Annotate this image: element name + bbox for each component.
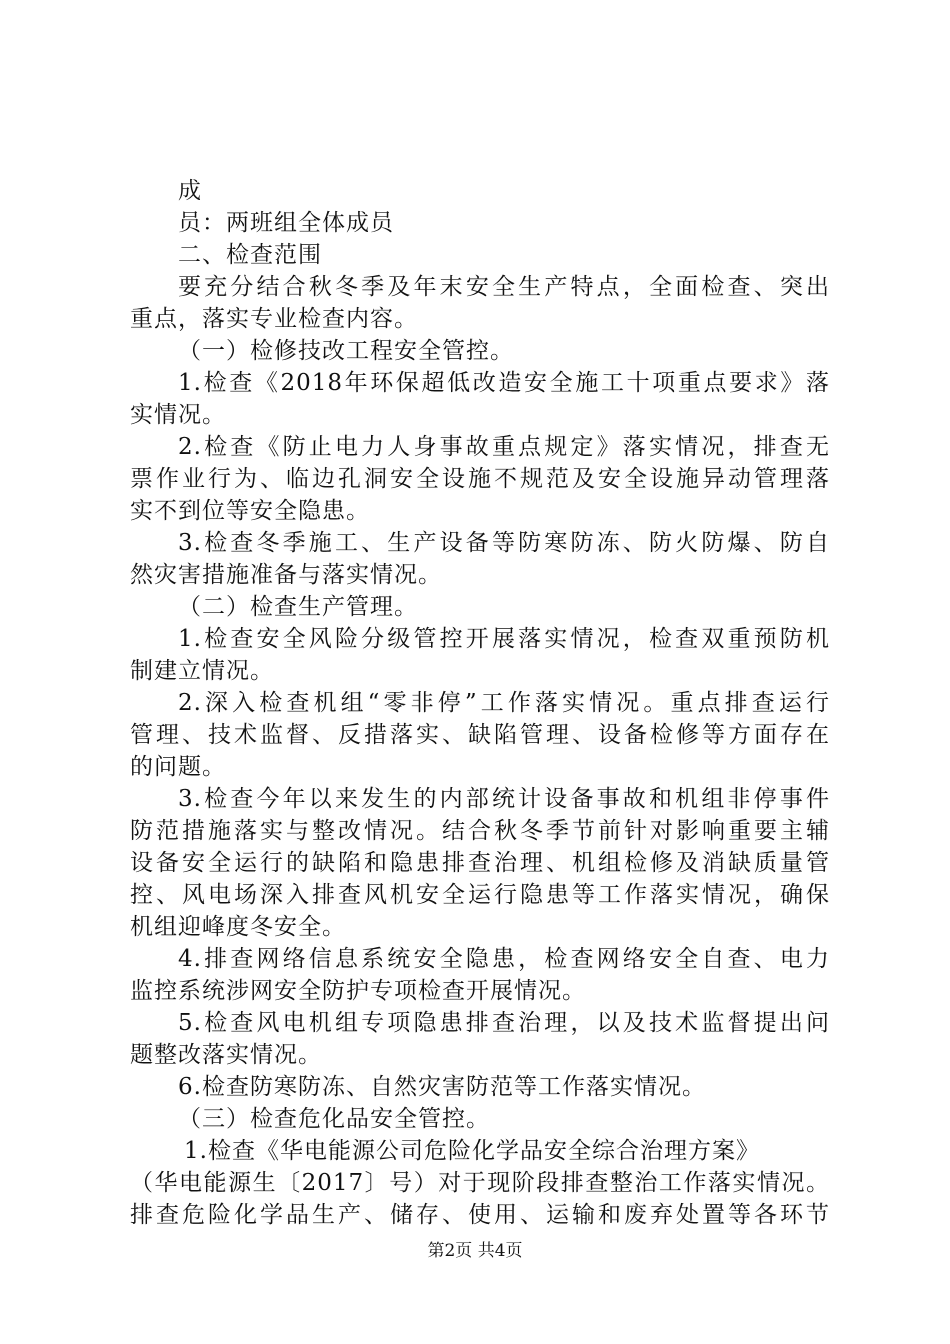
text-line-19: 的问题。 — [130, 754, 226, 780]
text-line-25: 4.排查网络信息系统安全隐患，检查网络安全自查、电力 — [178, 946, 830, 972]
subsection-heading-2: （二）检查生产管理。 — [178, 594, 418, 620]
text-line-20: 3.检查今年以来发生的内部统计设备事故和机组非停事件 — [178, 786, 830, 812]
text-line-8: 实情况。 — [130, 402, 226, 428]
text-line-13: 然灾害措施准备与落实情况。 — [130, 562, 442, 588]
text-line-22: 设备安全运行的缺陷和隐患排查治理、机组检修及消缺质量管 — [130, 850, 830, 876]
text-line-9: 2.检查《防止电力人身事故重点规定》落实情况，排查无 — [178, 434, 830, 460]
text-line-28: 题整改落实情况。 — [130, 1042, 322, 1068]
text-line-17: 2.深入检查机组“零非停”工作落实情况。重点排查运行 — [178, 690, 830, 716]
text-line-31: 1.检查《华电能源公司危险化学品安全综合治理方案》 — [184, 1138, 760, 1164]
text-line-18: 管理、技术监督、反措落实、缺陷管理、设备检修等方面存在 — [130, 722, 830, 748]
text-line-12: 3.检查冬季施工、生产设备等防寒防冻、防火防爆、防自 — [178, 530, 830, 556]
text-line-5: 重点，落实专业检查内容。 — [130, 306, 418, 332]
text-line-24: 机组迎峰度冬安全。 — [130, 914, 346, 940]
text-line-15: 1.检查安全风险分级管控开展落实情况，检查双重预防机 — [178, 626, 830, 652]
text-line-16: 制建立情况。 — [130, 658, 274, 684]
text-line-10: 票作业行为、临边孔洞安全设施不规范及安全设施异动管理落 — [130, 466, 830, 492]
text-line-23: 控、风电场深入排查风机安全运行隐患等工作落实情况，确保 — [130, 882, 830, 908]
text-line-32: （华电能源生〔2017〕号）对于现阶段排查整治工作落实情况。 — [130, 1170, 830, 1196]
page-number-footer: 第2页 共4页 — [427, 1241, 523, 1261]
subsection-heading-3: （三）检查危化品安全管控。 — [178, 1106, 490, 1132]
text-line-33: 排查危险化学品生产、储存、使用、运输和废弃处置等各环节 — [130, 1202, 830, 1228]
text-line-27: 5.检查风电机组专项隐患排查治理，以及技术监督提出问 — [178, 1010, 830, 1036]
text-line-26: 监控系统涉网安全防护专项检查开展情况。 — [130, 978, 586, 1004]
text-line-4: 要充分结合秋冬季及年末安全生产特点，全面检查、突出 — [178, 274, 830, 300]
text-line-7: 1.检查《2018年环保超低改造安全施工十项重点要求》落 — [178, 370, 830, 396]
section-heading-2: 二、检查范围 — [178, 242, 322, 268]
text-line-21: 防范措施落实与整改情况。结合秋冬季节前针对影响重要主辅 — [130, 818, 830, 844]
subsection-heading-1: （一）检修技改工程安全管控。 — [178, 338, 514, 364]
text-line-29: 6.检查防寒防冻、自然灾害防范等工作落实情况。 — [178, 1074, 706, 1100]
text-line-1: 成 — [178, 178, 202, 204]
text-line-2: 员：两班组全体成员 — [178, 210, 394, 236]
text-line-11: 实不到位等安全隐患。 — [130, 498, 370, 524]
